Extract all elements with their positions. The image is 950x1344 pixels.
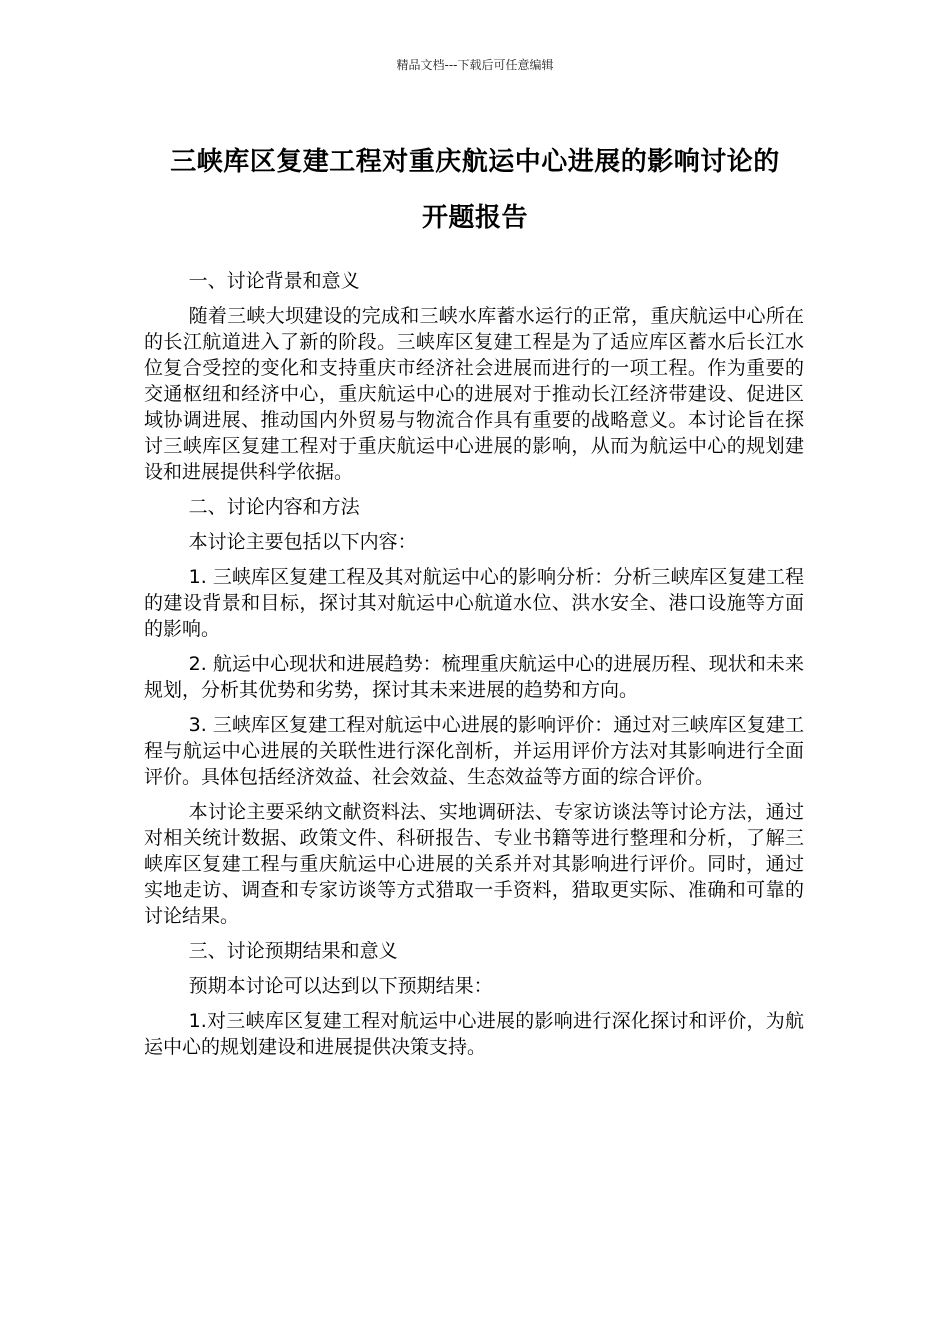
document-title — [140, 134, 810, 246]
document-body — [144, 268, 804, 1069]
paragraph: 2. 航运中心现状和进展趋势：梳理重庆航运中心的进展历程、现状和未来规划，分析其优势和劣势，探讨其未来进展的趋势和方向。 — [144, 653, 804, 701]
section-heading: 二、讨论内容和方法 — [188, 496, 360, 518]
paragraph: 预期本讨论可以达到以下预期结果： — [188, 975, 493, 997]
paragraph: 本讨论主要采纳文献资料法、实地调研法、专家访谈法等讨论方法，通过对相关统计数据、政策文件、科研报告、专业书籍等进行整理和分析，了解三峡库区复建工程与重庆航运中心进展的关系并对其影响进行评价。同时，通过实地走访、调查和专家访谈等方式猎取一手资料，猎取更实际、准确和可靠的讨论结果。 — [144, 801, 804, 927]
title-line-1: 三峡库区复建工程对重庆航运中心进展的影响讨论的 — [170, 147, 780, 177]
paragraph: 本讨论主要包括以下内容： — [188, 531, 417, 553]
paragraph: 1. 三峡库区复建工程及其对航运中心的影响分析：分析三峡库区复建工程的建设背景和目标，探讨其对航运中心航道水位、洪水安全、港口设施等方面的影响。 — [144, 566, 804, 640]
section-heading: 三、讨论预期结果和意义 — [188, 940, 398, 962]
paragraph: 3. 三峡库区复建工程对航运中心进展的影响评价：通过对三峡库区复建工程与航运中心进展的关联性进行深化剖析，并运用评价方法对其影响进行全面评价。具体包括经济效益、社会效益、生态效益等方面的综合评价。 — [144, 714, 804, 788]
header-note: 精品文档---下载后可任意编辑 — [396, 58, 554, 72]
title-line-2: 开题报告 — [421, 203, 528, 233]
paragraph: 1.对三峡库区复建工程对航运中心进展的影响进行深化探讨和评价，为航运中心的规划建设和进展提供决策支持。 — [144, 1010, 804, 1058]
paragraph: 随着三峡大坝建设的完成和三峡水库蓄水运行的正常，重庆航运中心所在的长江航道进入了新的阶段。三峡库区复建工程是为了适应库区蓄水后长江水位复合受控的变化和支持重庆市经济社会进展而进行的一项工程。作为重要的交通枢纽和经济中心，重庆航运中心的进展对于推动长江经济带建设、促进区域协调进展、推动国内外贸易与物流合作具有重要的战略意义。本讨论旨在探讨三峡库区复建工程对于重庆航运中心进展的影响，从而为航运中心的规划建设和进展提供科学依据。 — [144, 305, 804, 483]
section-heading: 一、讨论背景和意义 — [188, 270, 360, 292]
